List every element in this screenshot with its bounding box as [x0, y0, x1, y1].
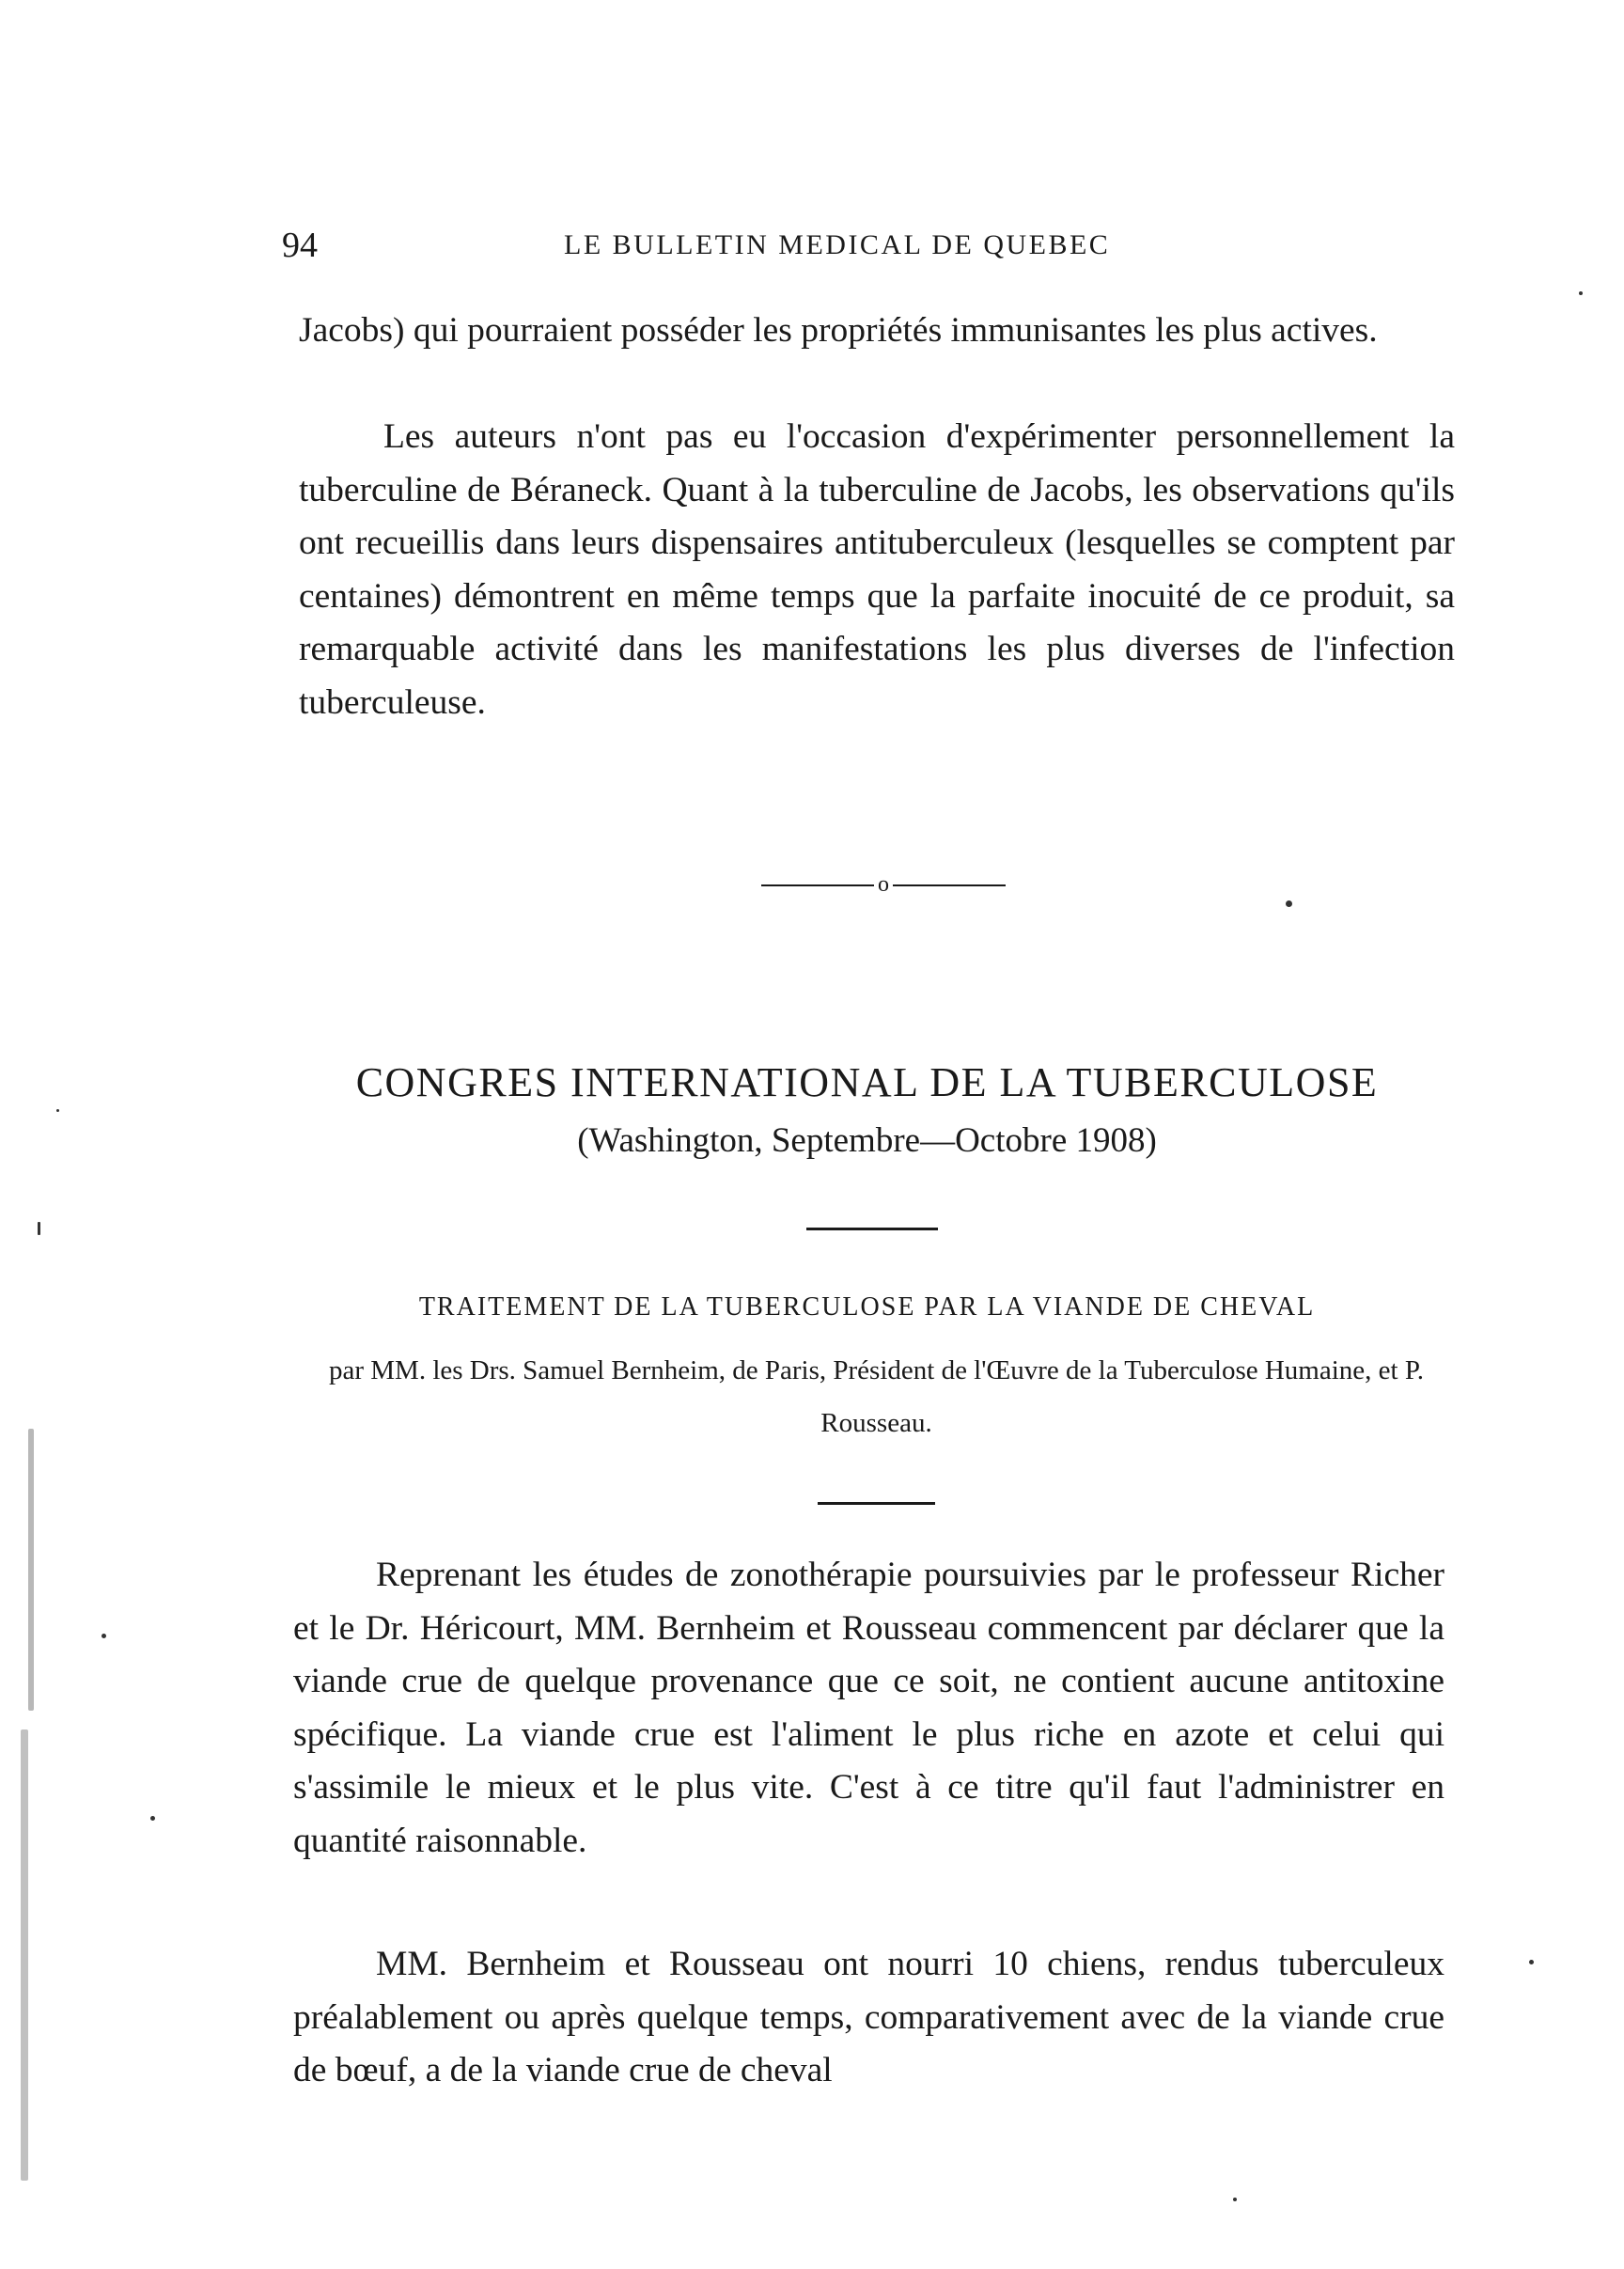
scan-speck	[28, 1429, 34, 1711]
scan-speck	[21, 1729, 28, 2181]
scan-speck	[102, 1634, 106, 1638]
scan-speck	[56, 1109, 59, 1112]
paragraph-text: Les auteurs n'ont pas eu l'occasion d'expérimenter personnellement la tuberculine de Béraneck. Quant à la tuberculine de Jacobs, les observations qu'ils ont recueillis dans leurs dispensaires antituberculeux (lesquelles se comptent par centaines) démontrent en même temps que la parfaite inocuité de ce produit, sa remarquable activité dans les manifestations les plus diverses de l'infection tuberculeuse.	[299, 417, 1455, 722]
paragraph-text: MM. Bernheim et Rousseau ont nourri 10 chiens, rendus tuberculeux préalablement ou après quelque temps, comparativement avec de la viande crue de bœuf, a de la viande crue de cheval	[293, 1945, 1444, 2089]
separator-rule-left	[761, 884, 874, 886]
title-divider-top	[806, 1228, 938, 1230]
paragraph-text: Reprenant les études de zonothérapie poursuivies par le professeur Richer et le Dr. Héricourt, MM. Bernheim et Rousseau commencent par déclarer que la viande crue de quelque provenance que ce soit, ne contient aucune antitoxine spécifique. La viande crue est l'aliment le plus riche en azote et celui qui s'assimile le mieux et le plus vite. C'est à ce titre qu'il faut l'administrer en quantité raisonnable.	[293, 1556, 1444, 1860]
paragraph-authors-experience	[299, 411, 1455, 729]
article-authors: par MM. les Drs. Samuel Bernheim, de Paris, Président de l'Œuvre de la Tuberculose Humaine, et P. Rousseau.	[328, 1355, 1425, 1438]
section-subtitle: (Washington, Septembre—Octobre 1908)	[577, 1121, 1157, 1160]
article-title: TRAITEMENT DE LA TUBERCULOSE PAR LA VIANDE DE CHEVAL	[418, 1292, 1316, 1322]
page-number: 94	[282, 226, 318, 265]
scan-speck	[1233, 2198, 1237, 2201]
paragraph-text: Jacobs) qui pourraient posséder les propriétés immunisantes les plus actives.	[299, 311, 1378, 350]
scan-speck	[1579, 291, 1583, 295]
separator-rule-right	[893, 884, 1006, 886]
separator-mark: o	[878, 872, 889, 897]
section-separator	[742, 872, 1024, 910]
paragraph-zonotherapy	[293, 1549, 1444, 1868]
running-title: LE BULLETIN MEDICAL DE QUEBEC	[564, 229, 1111, 260]
title-divider-bottom	[818, 1502, 935, 1505]
scan-speck	[38, 1222, 40, 1235]
section-title: CONGRES INTERNATIONAL DE LA TUBERCULOSE	[355, 1059, 1379, 1105]
scan-speck	[1286, 900, 1292, 907]
scan-speck	[1529, 1960, 1534, 1964]
scan-speck	[150, 1816, 155, 1821]
paragraph-continuation	[299, 305, 1455, 358]
paragraph-experiment	[293, 1938, 1444, 2098]
page-header	[282, 222, 1452, 269]
